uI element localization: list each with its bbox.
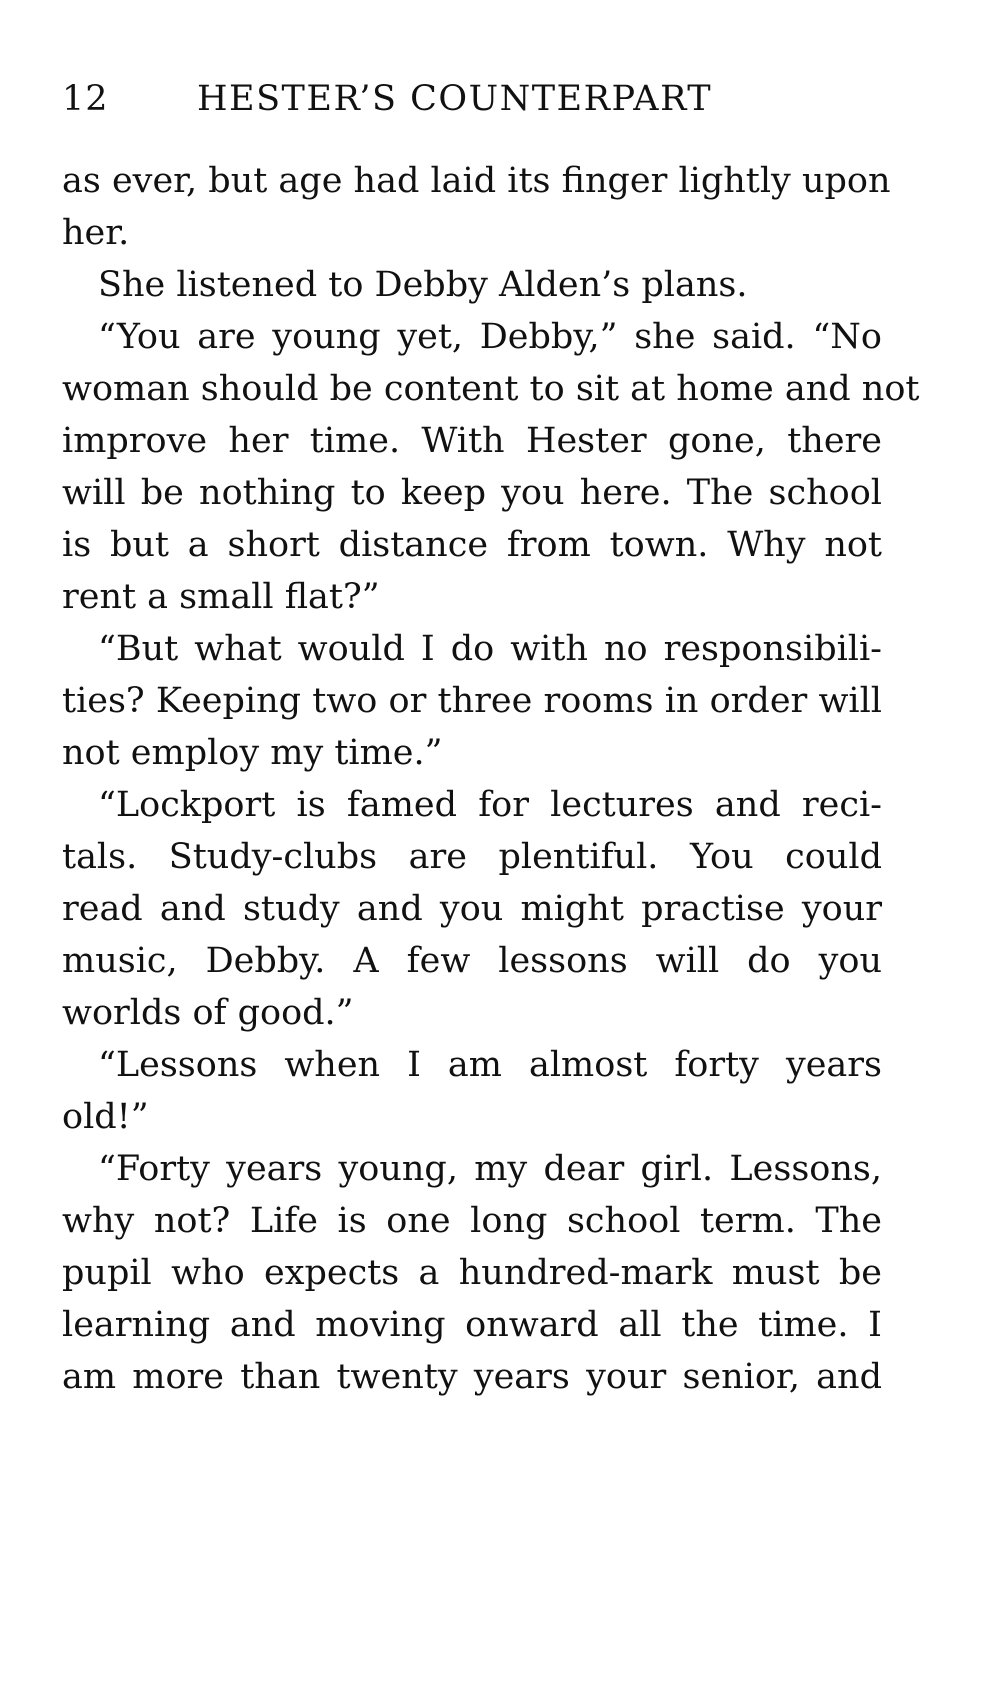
text-line: “Forty years young, my dear girl. Lessons,: [98, 1149, 882, 1189]
text-line: not employ my time.”: [62, 733, 443, 773]
book-title: HESTER’S COUNTERPART: [197, 79, 713, 119]
text-line: will be nothing to keep you here. The school: [62, 473, 882, 513]
text-line: pupil who expects a hundred-mark must be: [62, 1253, 882, 1293]
text-line: why not? Life is one long school term. The: [62, 1201, 882, 1241]
text-line: learning and moving onward all the time. I: [62, 1305, 882, 1345]
text-line: “But what would I do with no responsibili-: [98, 629, 882, 669]
text-line: is but a short distance from town. Why not: [62, 525, 882, 565]
text-line: her.: [62, 213, 130, 253]
text-line: tals. Study-clubs are plentiful. You could: [62, 837, 882, 877]
text-line: “Lessons when I am almost forty years: [98, 1045, 882, 1085]
text-line: ties? Keeping two or three rooms in order will: [62, 681, 882, 721]
text-line: improve her time. With Hester gone, there: [62, 421, 882, 461]
text-line: read and study and you might practise your: [62, 889, 882, 929]
text-line: “You are young yet, Debby,” she said. “No: [98, 317, 882, 357]
text-line: “Lockport is famed for lectures and reci-: [98, 785, 882, 825]
text-line: music, Debby. A few lessons will do you: [62, 941, 882, 981]
running-head: [62, 74, 882, 124]
text-line: woman should be content to sit at home and not: [62, 369, 920, 409]
text-line: worlds of good.”: [62, 993, 354, 1033]
text-line: am more than twenty years your senior, and: [62, 1357, 882, 1397]
text-line: as ever, but age had laid its finger lightly upon: [62, 161, 891, 201]
page-number: 12: [62, 79, 109, 119]
text-line: rent a small flat?”: [62, 577, 380, 617]
text-line: She listened to Debby Alden’s plans.: [98, 265, 748, 305]
text-line: old!”: [62, 1097, 149, 1137]
